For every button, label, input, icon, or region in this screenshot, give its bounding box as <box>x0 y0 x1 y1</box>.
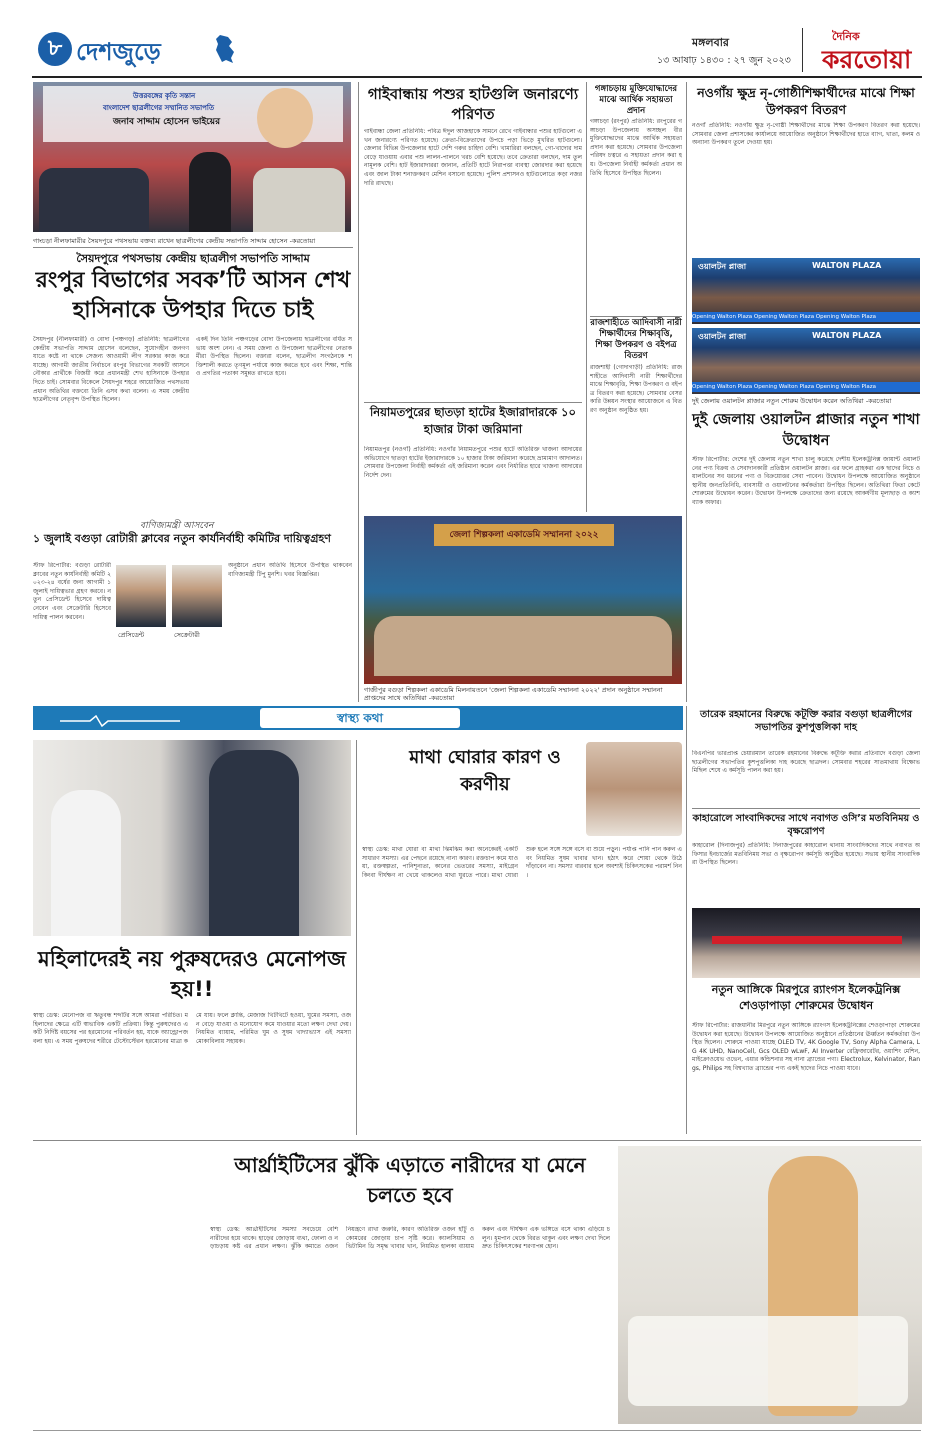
rangs-photo <box>692 908 920 978</box>
bangladesh-map-icon <box>214 34 236 64</box>
shilpakala-banner: জেলা শিল্পকলা একাডেমি সম্মাননা ২০২২ <box>434 524 614 546</box>
doctor-figure <box>51 790 121 936</box>
masthead-weekday: মঙ্গলবার <box>692 36 729 49</box>
dizzy-body: স্বাস্থ্য ডেস্ক: মাথা ঘোরা বা মাথা ঝিমঝিম করা অনেকেরই একটি সাধারণ সমস্যা। এর পেছনে রয়েছে নানা কারণ। রক্তচাপ কমে যাওয়া, রক্তস্বল্পতা, পানিশূন্যতা, কানের ভেতরের সমস্যা, মাইগ্রেন কিংবা দীর্ঘক্ষণ না খেয়ে থাকলেও মাথা ঘুরতে পারে। মাথা ঘোরা শুরু হলে সঙ্গে সঙ্গে বসে বা শুয়ে পড়ুন। পর্যাপ্ত পানি পান করুন এবং নিয়মিত সুষম খাবার খান। হঠাৎ করে শোয়া থেকে উঠে দাঁড়াবেন না। সমস্যা বারবার হলে অবশ্যই চিকিৎসকের পরামর্শ নিন। <box>362 846 682 879</box>
walton-photo-1 <box>692 258 920 324</box>
rotary-president-photo <box>116 565 166 627</box>
crowd-right <box>253 168 345 232</box>
audience-row <box>374 616 672 676</box>
walton-ribbon-2: Opening Walton Plaza Opening Walton Plaza Opening Walton Plaza <box>692 382 920 392</box>
lead-photo-caption: গাংচড়া নীলফামারীর সৈয়দপুরে পথসভায় বক্তব্য রাখেন ছাত্রলীগের কেন্দ্রীয় সভাপতি সাদ্দাম হোসেন -করতোয়া <box>33 237 316 245</box>
walton-ribbon: Opening Walton Plaza Opening Walton Plaza Opening Walton Plaza <box>692 312 920 322</box>
rotary-caption-president: প্রেসিডেন্ট <box>118 631 145 639</box>
menopause-body: স্বাস্থ্য ডেস্ক: মেনোপজ বা ঋতুবন্ধ শব্দটির সঙ্গে আমরা পরিচিত। মহিলাদের ক্ষেত্রে এটি স্বাভাবিক একটি প্রক্রিয়া। কিন্তু পুরুষদেরও একটি নির্দিষ্ট বয়সের পর হরমোনের পরিবর্তন হয়, যাকে অ্যান্ড্রোপজ বলা হয়। এ সময় পুরুষদের শরীরে টেস্টোস্টেরন হরমোনের মাত্রা কমে যায়। ফলে ক্লান্তি, মেজাজ খিটখিটে হওয়া, ঘুমের সমস্যা, ওজন বেড়ে যাওয়া ও মনোযোগ কমে যাওয়ার মতো লক্ষণ দেখা দেয়। নিয়মিত ব্যায়াম, পরিমিত ঘুম ও সুষম খাদ্যাভ্যাস এই সমস্যা মোকাবিলায় সহায়ক। <box>33 1012 351 1045</box>
rotary-headline: ১ জুলাই বগুড়া রোটারী ক্লাবের নতুন কার্যনির্বাহী কমিটির দায়িত্বগ্রহণ <box>33 532 331 545</box>
lead-kicker: সৈয়দপুরে পথসভায় কেন্দ্রীয় ছাত্রলীগ সভাপতি সাদ্দাম <box>76 252 310 265</box>
col-divider-health <box>356 740 357 1135</box>
portrait-inset <box>257 88 313 148</box>
walton-sign-en: WALTON PLAZA <box>812 261 882 270</box>
heartbeat-icon <box>60 712 180 731</box>
menopause-photo <box>33 740 351 936</box>
gangachara-body: গঙ্গাচড়া (রংপুর) প্রতিনিধি: রংপুরের গঙ্গাচড়া উপজেলায় অসচ্ছল বীর মুক্তিযোদ্ধাদের মাঝে আর্থিক সহায়তা প্রদান করা হয়েছে। সোমবার উপজেলা পরিষদ চত্বরে এ সহায়তা প্রদান করা হয়। উপজেলা নির্বাহী কর্মকর্তা প্রধান অতিথি হিসেবে উপস্থিত ছিলেন। <box>590 118 682 177</box>
banner-line-1: উত্তরবঙ্গের কৃতি সন্তান <box>133 92 196 100</box>
col-divider-2 <box>586 82 587 512</box>
arthritis-photo <box>618 1146 922 1424</box>
rotary-body-col2: অনুষ্ঠানে প্রধান অতিথি হিসেবে উপস্থিত থাকবেন বাণিজ্যমন্ত্রী টিপু মুনশি। খবর বিজ্ঞপ্তির। <box>228 562 352 578</box>
menopause-body-cont <box>33 1146 203 1422</box>
section-title: দেশজুড়ে <box>76 38 161 66</box>
walton-photo-2 <box>692 328 920 394</box>
rotary-caption-secretary: সেক্রেটারী <box>174 631 200 639</box>
gaibandha-headline: গাইবান্ধায় পশুর হাটগুলি জনারণ্যে পরিণত <box>367 85 579 123</box>
health-section-title: স্বাস্থ্য কথা <box>260 708 460 728</box>
col-divider-1 <box>358 82 359 702</box>
kaharol-headline: কাহারোলে সাংবাদিকদের সাথে নবাগত ওসি’র মতবিনিময় ও বৃক্ষরোপণ <box>692 813 920 837</box>
rotary-body: স্টাফ রিপোর্টার: বগুড়া রোটারী ক্লাবের নতুন কার্যনির্বাহী কমিটি ২০২৩-২৪ বর্ষের জন্য আগামী ১ জুলাই দায়িত্বভার গ্রহণ করবে। নতুন প্রেসিডেন্ট হিসেবে দায়িত্ব নেবেন এবং সেক্রেটারি হিসেবে দায়িত্ব পালন করবেন। <box>33 562 111 621</box>
walton-caption: দুই জেলায় ওয়ালটন প্লাজার নতুন শোরুম উদ্বোধন করেন অতিথিরা -করতোয়া <box>692 397 892 405</box>
naogaon-body: নওগাঁ প্রতিনিধি: নওগাঁয় ক্ষুদ্র নৃ-গোষ্ঠী শিক্ষার্থীদের মাঝে শিক্ষা উপকরণ বিতরণ করা হয়েছে। সোমবার জেলা প্রশাসকের কার্যালয়ে আয়োজিত অনুষ্ঠানে শিক্ষার্থীদের হাতে ব্যাগ, খাতা, কলম ও অন্যান্য উপকরণ তুলে দেওয়া হয়। <box>692 122 920 147</box>
naogaon-headline: নওগাঁয় ক্ষুদ্র নৃ-গোষ্ঠীশিক্ষার্থীদের মাঝে শিক্ষা উপকরণ বিতরণ <box>697 85 915 117</box>
lead-body-col2: একই দিন তিনি পঞ্চগড়ের বোদা উপজেলায় ছাত্রলীগের বর্ধিত সভায় অংশ নেন। এ সময় জেলা ও উপজেলা ছাত্রলীগের নেতাকর্মীরা উপস্থিত ছিলেন। বক্তারা বলেন, ছাত্রলীগ সংগঠনকে শক্তিশালী করতে তৃণমূল পর্যায়ে কাজ করতে হবে এবং শিক্ষা, শান্তি ও প্রগতির পতাকা সমুন্নত রাখতে হবে। <box>196 336 352 378</box>
kaharol-rule <box>692 808 920 809</box>
masthead-divider <box>802 28 803 72</box>
col-divider-3 <box>686 82 687 702</box>
masthead <box>32 28 922 74</box>
right-upper-col <box>692 708 920 904</box>
sofa <box>628 1316 908 1406</box>
arthritis-rule <box>33 1140 921 1141</box>
paper-name: করতোয়া <box>822 45 912 74</box>
lead-rule-1 <box>33 247 353 248</box>
walton-sign-en-2: WALTON PLAZA <box>812 331 882 340</box>
page-number-badge: ৮ <box>38 32 72 66</box>
menopause-headline: মহিলাদেরই নয় পুরুষদেরও মেনোপজ হয়!! <box>38 947 346 1001</box>
rajshahi-body: রাজশাহী (গোদাগাড়ী) প্রতিনিধি: রাজশাহীতে আদিবাসী নারী শিক্ষার্থীদের মাঝে শিক্ষাবৃত্তি, শিক্ষা উপকরণ ও বইপত্র বিতরণ করা হয়েছে। সোমবার বেসরকারি উন্নয়ন সংস্থার আয়োজনে এ বিতরণ অনুষ্ঠান অনুষ্ঠিত হয়। <box>590 364 682 414</box>
gangachara-headline: গঙ্গাচড়ায় মুক্তিযোদ্ধাদের মাঝে আর্থিক সহায়তা প্রদান <box>594 84 678 116</box>
walton-sign-bn: ওয়ালটন প্লাজা <box>698 262 747 271</box>
rangs-ribbon <box>712 936 902 944</box>
masthead-rule <box>32 76 922 78</box>
page-bottom-rule <box>33 1430 921 1431</box>
kaharol-body: কাহারোল (দিনাজপুর) প্রতিনিধি: দিনাজপুরের কাহারোল থানায় সাংবাদিকদের সাথে নবাগত অফিসার ইনচার্জের মতবিনিময় সভা ও বৃক্ষরোপণ কর্মসূচি অনুষ্ঠিত হয়েছে। সভায় স্থানীয় সাংবাদিকরা উপস্থিত ছিলেন। <box>692 842 920 867</box>
shilpakala-photo <box>364 516 682 684</box>
walton-body: স্টাফ রিপোর্টার: দেশের দুই জেলায় নতুন শাখা চালু করেছে দেশীয় ইলেকট্রনিক্স জায়ান্ট ওয়ালটনের পণ্য বিক্রয় ও সেবাদানকারী প্রতিষ্ঠান ওয়ালটন প্লাজা। এর ফলে গ্রাহকরা এক ছাদের নিচে ওয়ালটনের সব ধরনের পণ্য ও বিক্রয়োত্তর সেবা পাবেন। উদ্বোধন উপলক্ষে আয়োজিত অনুষ্ঠানে স্থানীয় জনপ্রতিনিধি, ব্যবসায়ী ও ওয়ালটনের কর্মকর্তারা উপস্থিত ছিলেন। অতিথিরা ফিতা কেটে শোরুমের উদ্বোধন করেন। উদ্বোধন উপলক্ষে ক্রেতাদের জন্য রয়েছে আকর্ষণীয় মূল্যছাড় ও ক্যাশব্যাক অফার। <box>692 456 920 506</box>
tarek-body: বিএনপির ভারপ্রাপ্ত চেয়ারম্যান তারেক রহমানের বিরুদ্ধে কটূক্তি করার প্রতিবাদে বগুড়া জেলা ছাত্রলীগের সভাপতির কুশপুত্তলিকা দাহ করেছে ছাত্রদল। সোমবার শহরের সাতমাথায় বিক্ষোভ মিছিল শেষে এ কর্মসূচি পালন করা হয়। <box>692 750 920 775</box>
arthritis-headline: আর্থ্রাইটিসের ঝুঁকি এড়াতে নারীদের যা মেনে চলতে হবে <box>234 1153 586 1207</box>
crowd-left <box>39 168 149 232</box>
shilpakala-caption: গাজীপুর বগুড়া শিল্পকলা একাডেমি মিলনায়তনে 'জেলা শিল্পকলা একাডেমি সম্মাননা ২০২২' প্রদান অনুষ্ঠানে সম্মাননা প্রাপ্তদের সাথে অতিথিরা -করতোয়া <box>364 686 663 702</box>
dizzy-photo <box>586 742 682 836</box>
lead-photo <box>33 82 351 232</box>
niamatpur-body: নিয়ামতপুর (নওগাঁ) প্রতিনিধি: নওগাঁর নিয়ামতপুরে পশুর হাটে অতিরিক্ত খাজনা আদায়ের অভিযোগে ছাতড়া হাটের ইজারাদারকে ১০ হাজার টাকা জরিমানা করেছে ভ্রাম্যমাণ আদালত। সোমবার উপজেলা নির্বাহী কর্মকর্তা এই জরিমানা করেন এবং নির্ধারিত হারে খাজনা আদায়ের নির্দেশ দেন। <box>364 446 582 479</box>
arthritis-body: স্বাস্থ্য ডেস্ক: আর্থ্রাইটিসের সমস্যা সবচেয়ে বেশি নারীদের হয়ে থাকে। হাড়ের জোড়ায় ব্যথা, ফোলা ও নড়াচড়ায় কষ্ট এর প্রধান লক্ষণ। ঝুঁকি কমাতে ওজন নিয়ন্ত্রণে রাখা জরুরি, কারণ অতিরিক্ত ওজন হাঁটু ও কোমরের জোড়ায় চাপ সৃষ্টি করে। ক্যালসিয়াম ও ভিটামিন ডি সমৃদ্ধ খাবার খান, নিয়মিত হালকা ব্যায়াম করুন এবং দীর্ঘক্ষণ এক ভঙ্গিতে বসে থাকা এড়িয়ে চলুন। ধূমপান থেকে বিরত থাকুন এবং লক্ষণ দেখা দিলে দ্রুত চিকিৎসকের শরণাপন্ন হোন। <box>210 1226 610 1251</box>
rangs-headline: নতুন আঙ্গিকে মিরপুরে র‍্যাংগস ইলেকট্রনিক্স শেওড়াপাড়া শোরুমের উদ্বোধন <box>711 983 901 1012</box>
niamatpur-headline: নিয়ামতপুরের ছাতড়া হাটের ইজারাদারকে ১০ হাজার টাকা জরিমানা <box>369 405 576 436</box>
tarek-headline-right: তারেক রহমানের বিরুদ্ধে কটূক্তি করার বগুড়া ছাত্রলীগের সভাপতির কুশপুত্তলিকা দাহ <box>700 709 912 733</box>
walton-headline: দুই জেলায় ওয়ালটন প্লাজার নতুন শাখা উদ্বোধন <box>692 412 920 449</box>
tarek-box <box>586 706 682 736</box>
rangs-body: স্টাফ রিপোর্টার: রাজধানীর মিরপুরে নতুন আঙ্গিকে র‍্যাংগস ইলেকট্রনিক্সের শেওড়াপাড়া শোরুমের উদ্বোধন করা হয়েছে। উদ্বোধন উপলক্ষে আয়োজিত অনুষ্ঠানে প্রতিষ্ঠানের ঊর্ধ্বতন কর্মকর্তারা উপস্থিত ছিলেন। শোরুমে পাওয়া যাচ্ছে OLED TV, 4K Google TV, Sony Alpha Camera, LG 4K UHD, NanoCell, Gcs OLED wLwF, AI Inverter রেফ্রিজারেটর, ওয়াশিং মেশিন, মাইক্রোওয়েভ ওভেন, এয়ার কন্ডিশনার সহ নানা ব্র্যান্ডের পণ্য। Electrolux, Kelvinator, Rangs, Philips সহ বিশ্বখ্যাত ব্র্যান্ডের পণ্য একই ছাদের নিচে পাওয়া যাবে। <box>692 1022 920 1072</box>
rajshahi-rule <box>590 316 682 317</box>
speaker-figure <box>189 152 231 232</box>
paper-name-small: দৈনিক <box>832 30 860 43</box>
masthead-date: ১৩ আষাঢ় ১৪৩০ : ২৭ জুন ২০২৩ <box>657 55 791 66</box>
patient-figure <box>209 750 299 936</box>
rotary-kicker: বাণিজ্যমন্ত্রী আসবেন <box>140 521 214 531</box>
walton-sign-bn-2: ওয়ালটন প্লাজা <box>698 332 747 341</box>
rotary-secretary-photo <box>172 565 222 627</box>
lead-headline: রংপুর বিভাগের সবক’টি আসন শেখ হাসিনাকে উপহার দিতে চাই <box>35 268 351 323</box>
gaibandha-body: গাইবান্ধা জেলা প্রতিনিধি: পবিত্র ঈদুল আজহাকে সামনে রেখে গাইবান্ধার পশুর হাটগুলো এখন জনারণ্যে পরিণত হয়েছে। ক্রেতা-বিক্রেতাদের উপচে পড়া ভিড়ে মুখরিত হাটগুলো। জেলার বিভিন্ন উপজেলার হাটে দেশি গরুর চাহিদা বেশি। খামারিরা বলছেন, গো-খাদ্যের দাম বেড়ে যাওয়ায় এবার পশু লালন-পালনে খরচ বেশি হয়েছে। তবে ক্রেতারা বলছেন, দাম তুলনামূলক বেশি। হাট ইজারাদাররা জানান, প্রতিটি হাটে নিরাপত্তা ব্যবস্থা জোরদার করা হয়েছে এবং জাল টাকা শনাক্তকরণ মেশিন বসানো হয়েছে। পুলিশ প্রশাসনও হাটগুলোতে কড়া নজরদারি রাখছে। <box>364 128 582 187</box>
banner-line-2: বাংলাদেশ ছাত্রলীগের সম্মানিত সভাপতি <box>103 104 215 112</box>
dizzy-headline: মাথা ঘোরার কারণ ও করণীয় <box>409 747 561 795</box>
rajshahi-headline: রাজশাহীতে আদিবাসী নারী শিক্ষার্থীদের শিক্ষাবৃত্তি, শিক্ষা উপকরণ ও বইপত্র বিতরণ <box>590 318 682 361</box>
lead-body: সৈয়দপুর (নীলফামারী) ও বোদা (পঞ্চগড়) প্রতিনিধি: ছাত্রলীগের কেন্দ্রীয় সভাপতি সাদ্দাম হোসেন বলেছেন, সুযোগহীন জনগণ যাতে কষ্টে না থাকে সেজন্য আওয়ামী লীগ সরকার কাজ করে যাচ্ছে। আগামী জাতীয় নির্বাচনে রংপুর বিভাগের সবকটি আসনে নৌকার প্রার্থীকে বিজয়ী করে প্রধানমন্ত্রী শেখ হাসিনাকে উপহার দিতে চাই। সোমবার বিকেলে সৈয়দপুর শহরে আয়োজিত পথসভায় প্রধান অতিথির বক্তব্যে তিনি এসব কথা বলেন। এ সময় কেন্দ্রীয় ছাত্রলীগের নেতৃবৃন্দ উপস্থিত ছিলেন। <box>33 336 189 404</box>
col-divider-4 <box>686 706 687 1134</box>
banner-line-3: জনাব সাদ্দাম হোসেন ভাইয়ের <box>113 117 221 127</box>
niamatpur-rule <box>364 402 582 403</box>
